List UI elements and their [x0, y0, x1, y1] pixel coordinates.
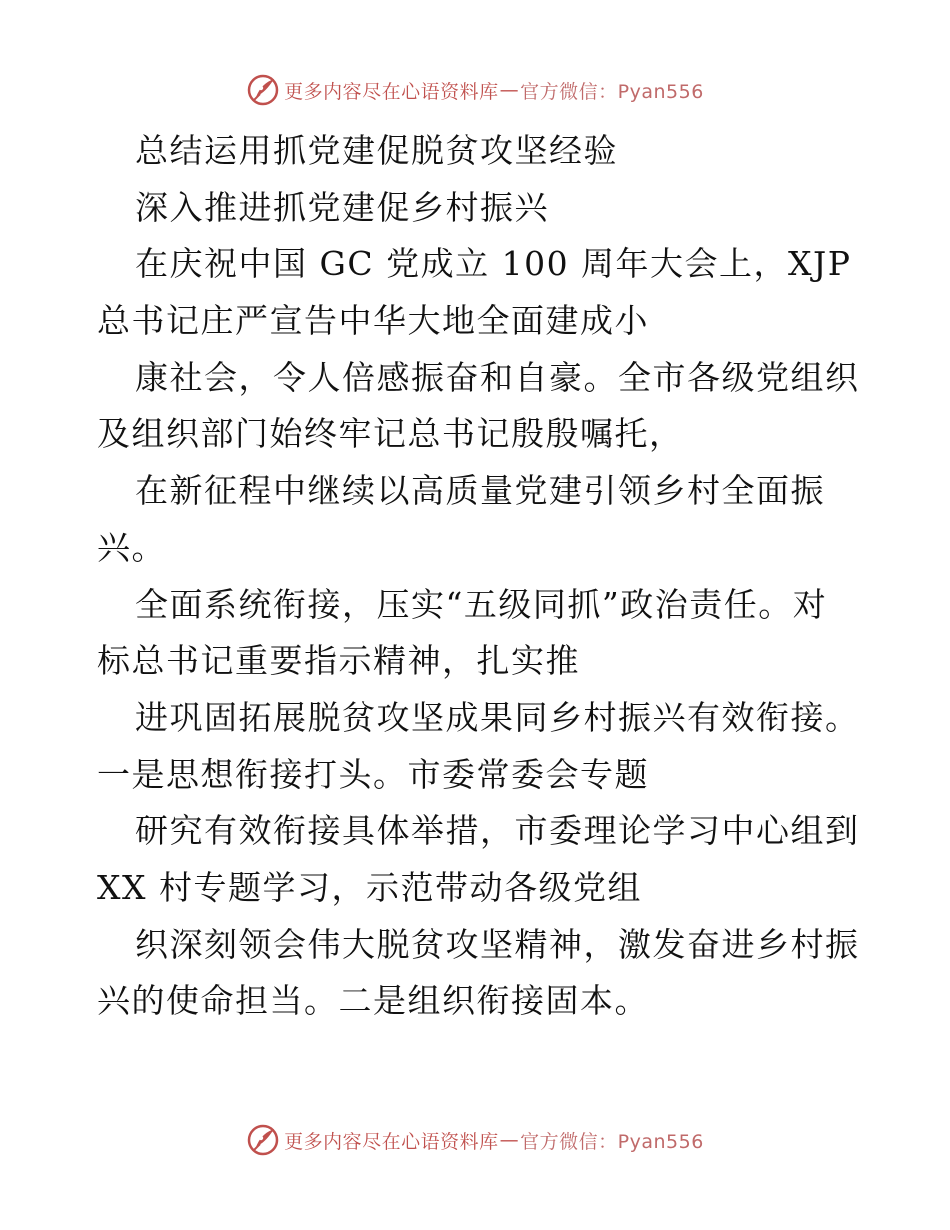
document-title-line-2: 深入推进抓党建促乡村振兴 [135, 187, 549, 227]
paragraph-line: 研究有效衔接具体举措，市委理论学习中心组到 [135, 811, 860, 851]
banner-contact-text: 官方微信：Pyan556 [520, 80, 704, 103]
paragraph-line: 一是思想衔接打头。市委常委会专题 [97, 754, 649, 794]
paragraph-line: 及组织部门始终牢记总书记殷殷嘱托， [97, 414, 684, 454]
paragraph-line: 进巩固拓展脱贫攻坚成果同乡村振兴有效衔接。 [135, 697, 860, 737]
paragraph-line: 兴。 [97, 527, 166, 567]
document-title-line-1: 总结运用抓党建促脱贫攻坚经验 [135, 131, 618, 170]
header-banner [0, 70, 950, 110]
paragraph-line: XX 村专题学习，示范带动各级党组 [97, 867, 642, 907]
banner-dash: — [499, 1129, 520, 1151]
paragraph-line: 兴的使命担当。二是组织衔接固本。 [97, 981, 649, 1021]
banner-brand-text: 更多内容尽在心语资料库 [284, 80, 499, 103]
paragraph-line: 全面系统衔接，压实“五级同抓”政治责任。对 [135, 584, 828, 624]
banner-brand-text: 更多内容尽在心语资料库 [284, 1130, 499, 1153]
paragraph-line: 在庆祝中国 GC 党成立 100 周年大会上，XJP [135, 244, 852, 284]
document-body [97, 123, 860, 1030]
footer-banner [0, 1120, 950, 1160]
banner-dash: — [499, 79, 520, 101]
paragraph-line: 织深刻领会伟大脱贫攻坚精神，激发奋进乡村振 [135, 924, 860, 964]
feather-pen-circle-icon [246, 73, 280, 107]
paragraph-line: 标总书记重要指示精神，扎实推 [97, 641, 580, 681]
feather-pen-circle-icon [246, 1123, 280, 1157]
paragraph-line: 总书记庄严宣告中华大地全面建成小 [97, 301, 649, 341]
paragraph-line: 在新征程中继续以高质量党建引领乡村全面振 [135, 471, 825, 511]
paragraph-line: 康社会，令人倍感振奋和自豪。全市各级党组织 [135, 357, 860, 397]
banner-contact-text: 官方微信：Pyan556 [520, 1130, 704, 1153]
